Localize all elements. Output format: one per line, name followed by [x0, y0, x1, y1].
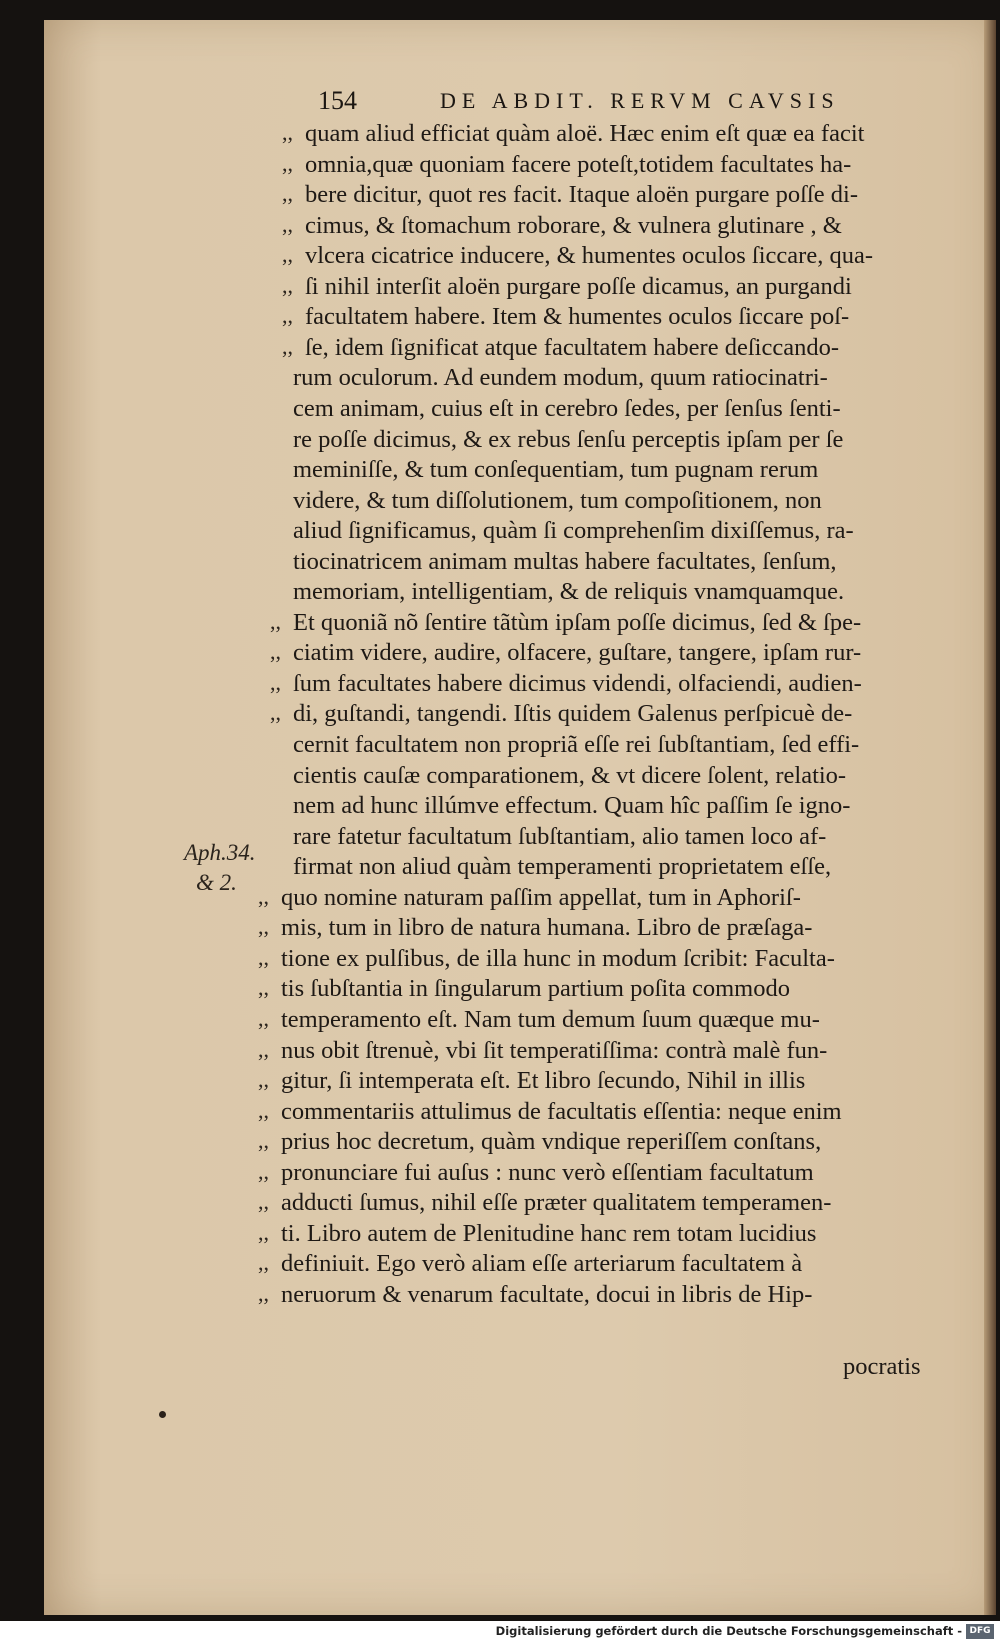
text-line [0, 273, 1000, 304]
quotation-mark: ,, [258, 883, 269, 909]
quotation-mark: ,, [282, 120, 293, 145]
line-text: nus obit ſtrenuè, vbi ſit temperatiſſima: contrà malè fun- [281, 1036, 828, 1064]
footer-text: Digitalisierung gefördert durch die Deutsche Forschungsgemeinschaft - [495, 1624, 962, 1638]
line-text: rum oculorum. Ad eundem modum, quum ratiocinatri- [293, 364, 828, 392]
text-line [0, 334, 1000, 365]
text-line [0, 1037, 1000, 1068]
text-line [0, 914, 1000, 945]
line-text: quam aliud efficiat quàm aloë. Hæc enim eſt quæ ea facit [305, 120, 865, 147]
line-text: cem animam, cuius eſt in cerebro ſedes, per ſenſus ſenti- [293, 394, 841, 422]
line-text: omnia,quæ quoniam facere poteſt,totidem facultates ha- [305, 150, 852, 178]
text-line [0, 731, 1000, 762]
line-text: Et quoniã nõ ſentire tãtùm ipſam poſſe dicimus, ſed & ſpe- [293, 608, 862, 636]
text-line [0, 1159, 1000, 1190]
line-text: ciatim videre, audire, olfacere, guſtare, tangere, ipſam rur- [293, 639, 862, 667]
line-text: adducti ſumus, nihil eſſe præter qualitatem temperamen- [281, 1189, 832, 1217]
text-line [0, 487, 1000, 518]
line-text: memoriam, intelligentiam, & de reliquis vnamquamque. [293, 578, 845, 606]
quotation-mark: ,, [258, 914, 269, 940]
page-number: 154 [318, 86, 357, 115]
text-line [0, 1220, 1000, 1251]
line-text: quo nomine naturam paſſim appellat, tum in Aphoriſ- [281, 883, 801, 911]
line-text: tiocinatricem animam multas habere facultates, ſenſum, [293, 547, 837, 575]
text-line [0, 1006, 1000, 1037]
text-line [0, 823, 1000, 854]
quotation-mark: ,, [258, 944, 269, 970]
line-text: vlcera cicatrice inducere, & humentes oculos ſiccare, qua- [305, 242, 873, 270]
text-line [0, 364, 1000, 395]
quotation-mark: ,, [282, 181, 293, 207]
dfg-logo: DFG [966, 1624, 994, 1639]
text-line [0, 548, 1000, 579]
text-line [0, 639, 1000, 670]
ink-spot [159, 1411, 166, 1418]
line-text: nem ad hunc illúmve effectum. Quam hîc paſſim ſe igno- [293, 792, 851, 820]
line-text: re poſſe dicimus, & ex rebus ſenſu perceptis ipſam per ſe [293, 425, 844, 453]
footer-bar [0, 1621, 1000, 1643]
quotation-mark: ,, [258, 1128, 269, 1154]
text-line [0, 700, 1000, 731]
text-line [0, 792, 1000, 823]
line-text: aliud ſignificamus, quàm ſi comprehenſim dixiſſemus, ra- [293, 517, 854, 545]
text-line [0, 151, 1000, 182]
quotation-mark: ,, [270, 639, 281, 665]
line-text: gitur, ſi intemperata eſt. Et libro ſecundo, Nihil in illis [281, 1067, 806, 1095]
line-text: facultatem habere. Item & humentes oculos ſiccare poſ- [305, 303, 850, 331]
text-line [0, 853, 1000, 884]
text-line [0, 1098, 1000, 1129]
quotation-mark: ,, [258, 1005, 269, 1031]
quotation-mark: ,, [282, 242, 293, 268]
quotation-mark: ,, [258, 1036, 269, 1062]
line-text: videre, & tum diſſolutionem, tum compoſitionem, non [293, 486, 822, 514]
quotation-mark: ,, [258, 1158, 269, 1184]
line-text: tis ſubſtantia in ſingularum partium poſita commodo [281, 975, 790, 1003]
text-line [0, 120, 1000, 151]
text-line [0, 609, 1000, 640]
text-line [0, 1067, 1000, 1098]
text-line [0, 762, 1000, 793]
line-text: commentariis attulimus de facultatis eſſentia: neque enim [281, 1097, 842, 1125]
quotation-mark: ,, [258, 1097, 269, 1123]
quotation-mark: ,, [258, 1219, 269, 1245]
text-line [0, 456, 1000, 487]
quotation-mark: ,, [282, 272, 293, 298]
page-header [318, 86, 858, 120]
quotation-mark: ,, [258, 1189, 269, 1215]
text-line [0, 1128, 1000, 1159]
line-text: meminiſſe, & tum conſequentiam, tum pugnam rerum [293, 456, 819, 484]
line-text: neruorum & venarum facultate, docui in libris de Hip- [281, 1280, 813, 1308]
quotation-mark: ,, [270, 700, 281, 726]
line-text: ti. Libro autem de Plenitudine hanc rem totam lucidius [281, 1219, 817, 1247]
text-line [0, 303, 1000, 334]
running-title: DE ABDIT. RERVM CAVSIS [440, 88, 840, 113]
line-text: cientis cauſæ comparationem, & vt dicere ſolent, relatio- [293, 761, 847, 789]
line-text: pronunciare fui auſus : nunc verò eſſentiam facultatum [281, 1158, 814, 1186]
margin-note: & 2. [196, 870, 237, 895]
line-text: ſe, idem ſignificat atque facultatem habere deſiccando- [305, 333, 839, 361]
quotation-mark: ,, [282, 211, 293, 237]
catchword: pocratis [843, 1353, 921, 1380]
line-text: bere dicitur, quot res facit. Itaque aloën purgare poſſe di- [305, 181, 858, 209]
text-line [0, 1189, 1000, 1220]
text-line [0, 395, 1000, 426]
quotation-mark: ,, [258, 1067, 269, 1093]
text-line [0, 884, 1000, 915]
text-line [0, 517, 1000, 548]
margin-note: Aph.34. [184, 840, 256, 865]
line-text: definiuit. Ego verò aliam eſſe arteriarum facultatem à [281, 1250, 803, 1278]
text-line [0, 212, 1000, 243]
quotation-mark: ,, [282, 303, 293, 329]
line-text: prius hoc decretum, quàm vndique reperiſſem conſtans, [281, 1128, 822, 1156]
line-text: mis, tum in libro de natura humana. Libro de præſaga- [281, 914, 813, 942]
line-text: di, guſtandi, tangendi. Iſtis quidem Galenus perſpicuè de- [293, 700, 853, 728]
text-line [0, 578, 1000, 609]
line-text: cimus, & ſtomachum roborare, & vulnera glutinare , & [305, 211, 842, 239]
quotation-mark: ,, [270, 669, 281, 695]
line-text: ſi nihil interſit aloën purgare poſſe dicamus, an purgandi [305, 272, 852, 300]
quotation-mark: ,, [270, 608, 281, 634]
text-line [0, 426, 1000, 457]
text-line [0, 181, 1000, 212]
quotation-mark: ,, [258, 1250, 269, 1276]
quotation-mark: ,, [258, 1280, 269, 1306]
line-text: firmat non aliud quàm temperamenti proprietatem eſſe, [293, 853, 832, 881]
line-text: tione ex pulſibus, de illa hunc in modum ſcribit: Faculta- [281, 944, 835, 972]
text-line [0, 1281, 1000, 1312]
text-line [0, 975, 1000, 1006]
line-text: cernit facultatem non propriã eſſe rei ſubſtantiam, ſed effi- [293, 731, 860, 758]
text-line [0, 242, 1000, 273]
text-line [0, 945, 1000, 976]
text-line [0, 1250, 1000, 1281]
quotation-mark: ,, [282, 333, 293, 359]
quotation-mark: ,, [282, 150, 293, 176]
line-text: temperamento eſt. Nam tum demum ſuum quæque mu- [281, 1005, 820, 1033]
text-line [0, 670, 1000, 701]
line-text: ſum facultates habere dicimus videndi, olfaciendi, audien- [293, 669, 862, 697]
line-text: rare fatetur facultatum ſubſtantiam, alio tamen loco af- [293, 822, 827, 850]
quotation-mark: ,, [258, 975, 269, 1001]
